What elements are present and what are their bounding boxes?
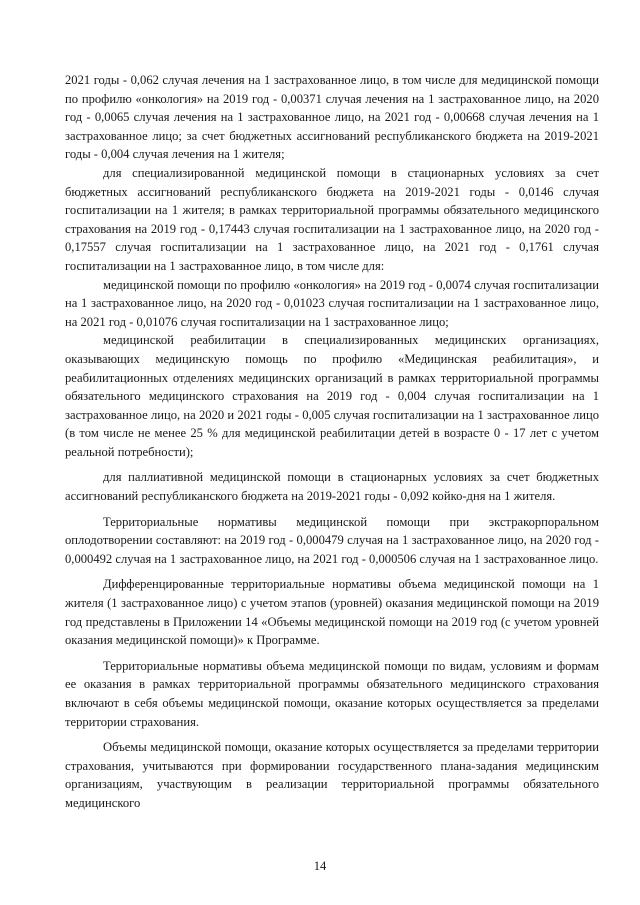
paragraph-1: 2021 годы - 0,062 случая лечения на 1 застрахованное лицо, в том числе для медицинской помощи по профилю «онкология» на 2019 год - 0,00371 случая лечения на 1 застрахованное лицо, на 2020 год - 0,0065 случая лечения на 1 застрахованное лицо, на 2021 год - 0,00668 случая лечения на 1 застрахованное лицо; за счет бюджетных ассигнований республиканского бюджета на 2019-2021 годы - 0,004 случая лечения на 1 жителя; bbox=[65, 73, 599, 162]
paragraph-8: Территориальные нормативы объема медицинской помощи по видам, условиям и формам ее оказания в рамках территориальной программы обязательного медицинского страхования включают в себя объемы медицинской помощи, оказание которых осуществляется за пределами территории страхования. bbox=[65, 658, 599, 729]
document-body bbox=[65, 71, 599, 813]
paragraph-7: Дифференцированные территориальные нормативы объема медицинской помощи на 1 жителя (1 застрахованное лицо) с учетом этапов (уровней) оказания медицинской помощи на 2019 год представлены в Приложении 14 «Объемы медицинской помощи на 2019 год (с учетом уровней оказания медицинской помощи)» к Программе. bbox=[65, 577, 599, 648]
paragraph-6: Территориальные нормативы медицинской помощи при экстракорпоральном оплодотворении составляют: на 2019 год - 0,000479 случая на 1 застрахованное лицо, на 2020 год - 0,000492 случая на 1 застрахованное лицо, на 2021 год - 0,000506 случая на 1 застрахованное лицо. bbox=[65, 514, 599, 566]
page-number: 14 bbox=[313, 859, 327, 873]
paragraph-2: для специализированной медицинской помощи в стационарных условиях за счет бюджетных ассигнований республиканского бюджета на 2019-2021 годы - 0,0146 случая госпитализации на 1 жителя; в рамках территориальной программы обязательного медицинского страхования на 2019 год - 0,17443 случая госпитализации на 1 застрахованное лицо, на 2020 год - 0,17557 случая госпитализации на 1 застрахованное лицо, на 2021 год - 0,1761 случая госпитализации на 1 застрахованное лицо, в том числе для: bbox=[65, 165, 599, 273]
paragraph-9: Объемы медицинской помощи, оказание которых осуществляется за пределами территории страхования, учитываются при формировании государственного плана-задания медицинским организациям, участвующим в реализации территориальной программы обязательного медицинского bbox=[65, 740, 599, 810]
paragraph-5: для паллиативной медицинской помощи в стационарных условиях за счет бюджетных ассигнований республиканского бюджета на 2019-2021 годы - 0,092 койко-дня на 1 жителя. bbox=[65, 470, 599, 504]
paragraph-4: медицинской реабилитации в специализированных медицинских организациях, оказывающих медицинскую помощь по профилю «Медицинская реабилитация», и реабилитационных отделениях медицинских организаций в рамках территориальной программы обязательного медицинского страхования на 2019 год - 0,004 случая госпитализации на 1 застрахованное лицо, на 2020 и 2021 годы - 0,005 случая госпитализации на 1 застрахованное лицо (в том числе не менее 25 % для медицинской реабилитации детей в возрасте 0 - 17 лет с учетом реальной потребности); bbox=[65, 333, 599, 459]
paragraph-3: медицинской помощи по профилю «онкология» на 2019 год - 0,0074 случая госпитализации на 1 застрахованное лицо, на 2020 год - 0,01023 случая госпитализации на 1 застрахованное лицо, на 2021 год - 0,01076 случая госпитализации на 1 застрахованное лицо; bbox=[65, 277, 599, 329]
